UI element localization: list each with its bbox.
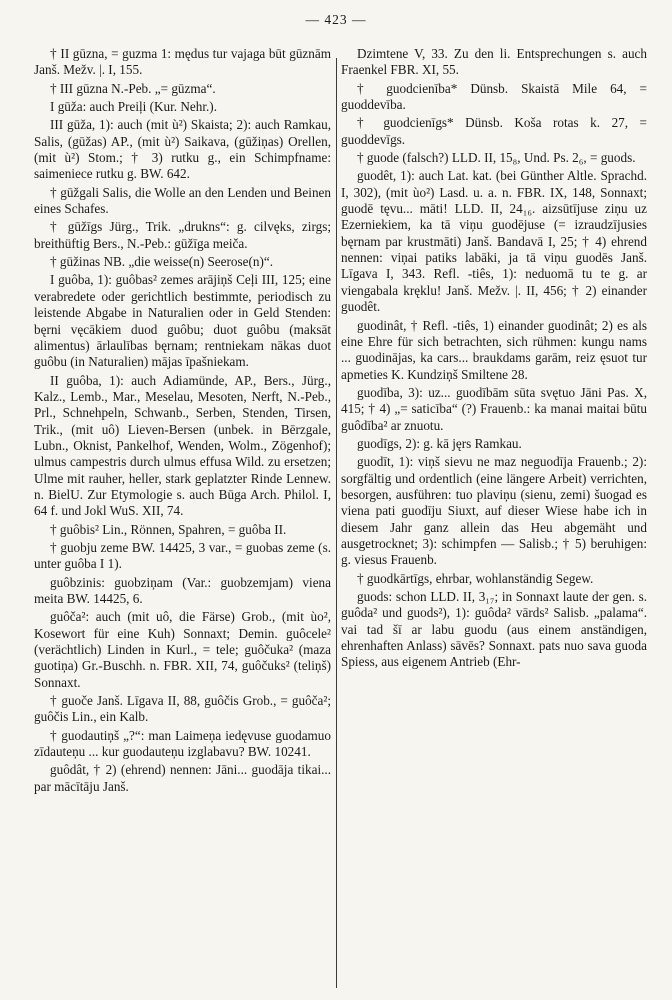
dictionary-entry: guodīgs, 2): g. kā jęrs Ramkau. [357, 435, 522, 451]
dictionary-entry: III gūža, 1): auch (mit ù²) Skaista; 2): auch Ramkau, Salis, (gūžas) AP., (mit ù²) Saikava, (gūžiņas) Orellen, (mit ù²) Stom.; † 3) rutku g., ein Schimpfname: saimeniece rutku g. BW. 642. [34, 117, 331, 182]
dictionary-entry: guôbzinis: guobziņam (Var.: guobzemjam) viena meita BW. 14425, 6. [34, 574, 331, 606]
dictionary-entry: guods: schon LLD. II, 3₁₇; in Sonnaxt laute der gen. s. guôda² und guods²), 1): guôda² vārds² Salisb. „palama“. vai tad šī ar labu guodu (aus einem anständigen, ehrenhaften Anlass) sāvēs? Sonnaxt. pats nuo sava guoda Spiess, aus eigenem Antrieb (Ehr- [341, 589, 647, 670]
right-column [341, 46, 647, 992]
dictionary-entry: Dzimtene V, 33. Zu den li. Entsprechungen s. auch Fraenkel FBR. XI, 55. [341, 46, 647, 78]
dictionary-entry: guôča²: auch (mit uô, die Färse) Grob., (mit ùo², Kosewort für eine Kuh) Sonnaxt; Demin. guôcele² (verächtlich) Linden in Kurl., = tele; guôčuka² (maza guotiņa) Gr.-Buschh. n. FBR. XII, 74, guôčuks² (teliņš) Sonnaxt. [34, 609, 331, 690]
dictionary-entry: † guobju zeme BW. 14425, 3 var., = guobas zeme (s. unter guôba I 1). [34, 539, 331, 572]
dictionary-entry: † guode (falsch?) LLD. II, 15₈, Und. Ps. 2₆, = guods. [357, 150, 636, 166]
dictionary-entry: II guôba, 1): auch Adiamünde, AP., Bers., Jürg., Kalz., Lemb., Mar., Meselau, Mesoten, Nerft, N.-Peb., Prl., Schnehpeln, Schwanb., Serben, Stenden, Tirsen, Trik., (mit uô) Lieven-Bersen (unbek. in Bērzgale, Lubn., Oknist, Pankelhof, Wenden, Wolm., Zögenhof); ulmus campestris durch ulmus effusa Wild. zu ersetzen; Ulme mit rauher, heller, stark geplatzter Rinde Lennew. n. BielU. Zur Etymologie s. auch Būga Arch. Philol. I, 64 f. und Jokl WuS. XII, 74. [34, 372, 331, 519]
column-divider [336, 58, 337, 988]
dictionary-entry: † gūžinas NB. „die weisse(n) Seerose(n)“. [50, 254, 274, 270]
dictionary-entry: † guôbis² Lin., Rönnen, Spahren, = guôba II. [50, 521, 287, 537]
dictionary-entry: I guôba, 1): guôbas² zemes arājiņš Ceļi III, 125; eine verabredete oder gerichtlich bestimmte, periodisch zu leistende Abgabe in Naturalien oder in Geld Stenden: bęrni vęcākiem duod guôbu; duot guôbu (maksāt alimentus) ārlaulības bęrnam; rentniekam nākas duot guôbu (in Naturalien) mājas īpašniekam. [34, 272, 331, 370]
dictionary-entry: guodīt, 1): viņš sievu ne maz neguodīja Frauenb.; 2): sorgfältig und ordentlich (eine längere Arbeit) verrichten, besorgen, ausführen: tuo plaviņu (sienu, zemi) šuogad es viena pati guodīju Siuxt, auf dieser Wiese habe ich in diesem Jahr ganz allein das Heu abgemäht und ausgetrocknet; 3): schimpfen — Salisb.; † 5) beruhigen: g. viesus Frauenb. [341, 454, 647, 568]
dictionary-entry: † guodkārtīgs, ehrbar, wohlanständig Segew. [357, 570, 594, 586]
dictionary-entry: † III gūzna N.-Peb. „= gūzma“. [50, 80, 216, 96]
dictionary-entry: † guodautiņš „?“: man Laimeņa iedęvuse guodamuo zīdauteņu ... kur guodauteņu izglabavu? BW. 10241. [34, 727, 331, 760]
page-number: — 423 — [305, 12, 367, 27]
dictionary-entry: I gūža: auch Preiļi (Kur. Nehr.). [50, 99, 217, 115]
dictionary-entry: † II gūzna, = guzma 1: mędus tur vajaga būt gūznām Janš. Mežv. |. I, 155. [34, 46, 331, 78]
dictionary-entry: † guodcienīgs* Dünsb. Koša rotas k. 27, = guoddevīgs. [341, 115, 647, 147]
dictionary-entry: guodība, 3): uz... guodībām sūta svętuo Jāni Pas. X, 415; † 4) „= saticība“ (?) Frauenb.: ka manai maitai būtu guôdība² ar znuotu. [341, 384, 647, 433]
dictionary-entry: guodêt, 1): auch Lat. kat. (bei Günther Altle. Sprachd. I, 302), (mit ùo²) Lasd. u. a. n. FBR. IX, 148, Sonnaxt; guodē tęvu... māti! LLD. II, 24₁₆. aizsūtījuse ziņu uz Ezerniekiem, ka tā viņu guodējuse (= izraudzījusies bęrnam par krustmāti) Janš. Bandavā I, 25; † 4) ehrend nennen: viņai patiks labāki, ja tā viņu guodēs Janš. Līgava I, 343. Refl. -tiês, 1): neduomā tu te g. ar viengabala kręklu! Janš. Mežv. |. II, 456; † 2) einander guodêt. [341, 168, 647, 315]
dictionary-entry: guôdât, † 2) (ehrend) nennen: Jāni... guodāja tikai... par mācītāju Janš. [34, 762, 331, 794]
dictionary-entry: † gūžīgs Jürg., Trik. „drukns“: g. cilvęks, zirgs; breithüftig Bers., N.-Peb.: gūžīga meiča. [34, 219, 331, 251]
left-column [34, 46, 331, 992]
dictionary-entry: † guoče Janš. Līgava II, 88, guôčis Grob., = guôča²; guôčis Lin., ein Kalb. [34, 693, 331, 725]
dictionary-entry: † guodcienība* Dünsb. Skaistā Mile 64, = guoddevība. [341, 80, 647, 113]
dictionary-entry: guodinât, † Refl. -tiês, 1) einander guodinât; 2) es als eine Ehre für sich betrachten, sich rühmen: kungu nams ... guodinājas, ka cars... braukdams garām, reiz ęsuot tur apmeties K. Kundziņš Smiltene 28. [341, 317, 647, 382]
dictionary-entry: † gūžgali Salis, die Wolle an den Lenden und Beinen eines Schafes. [34, 184, 331, 217]
